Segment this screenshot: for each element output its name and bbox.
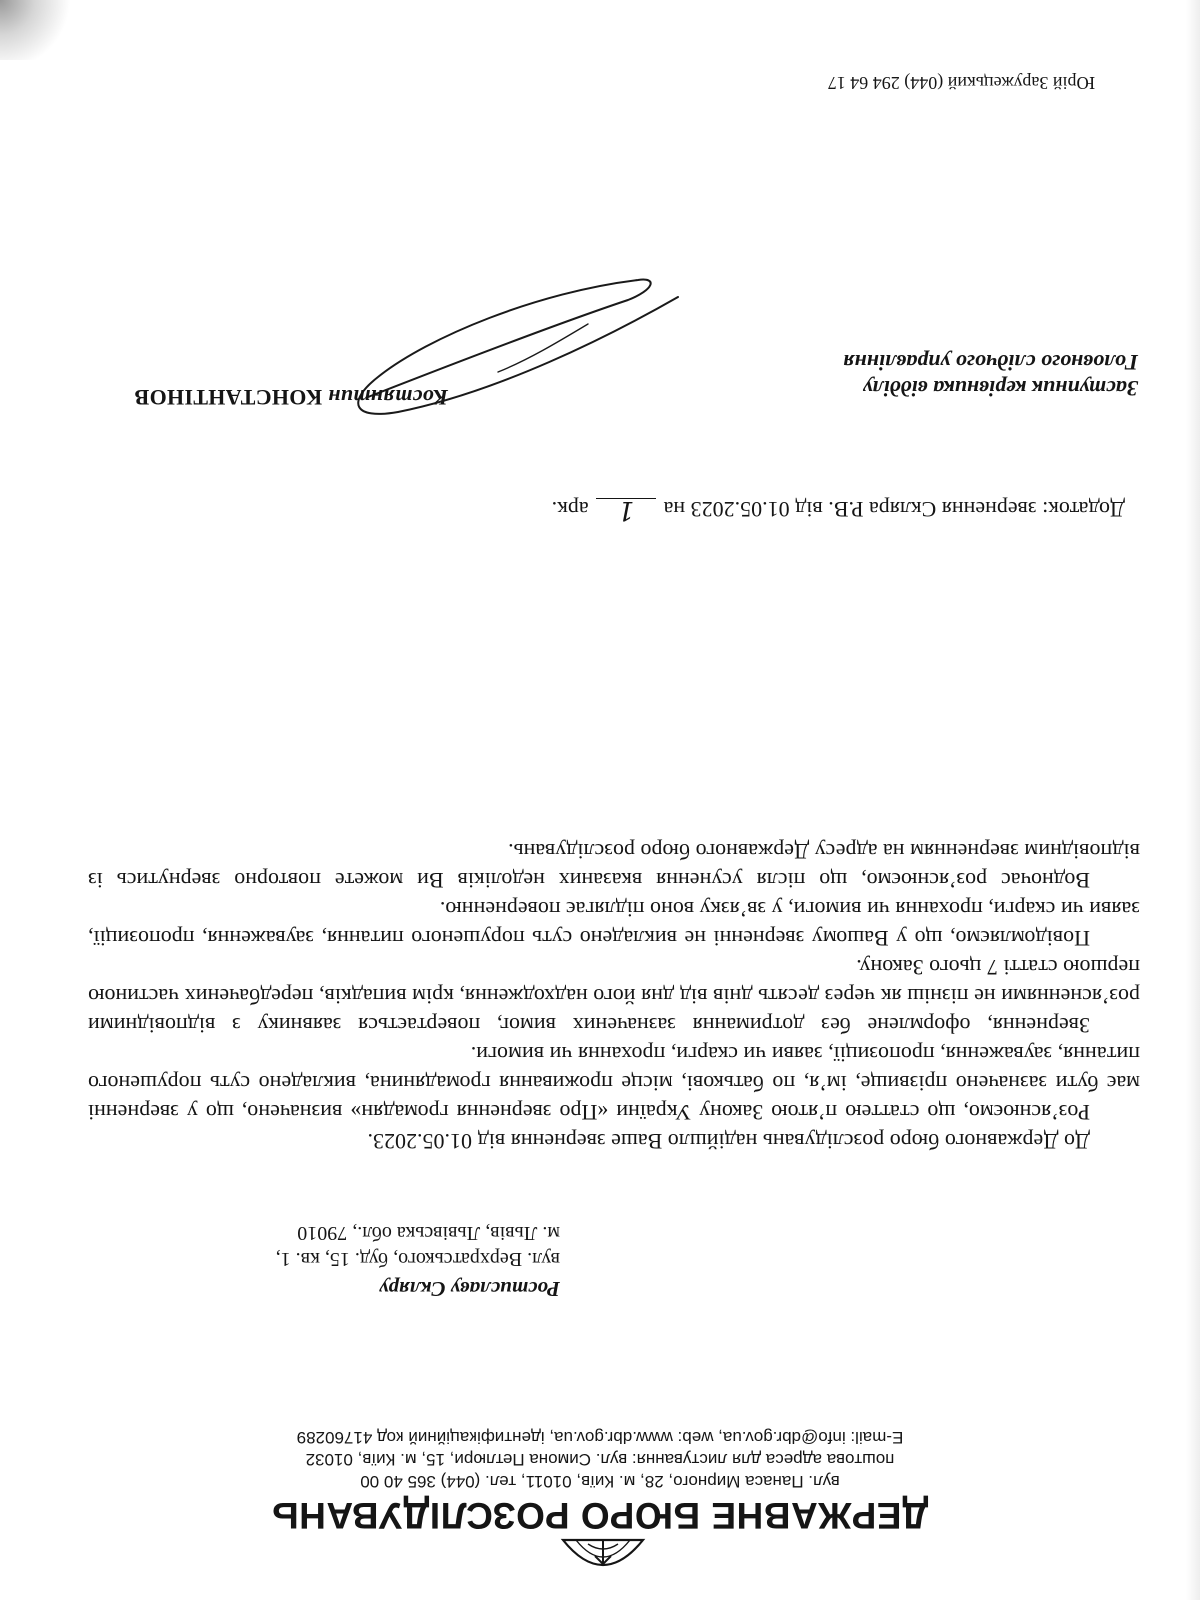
scan-edge-shadow — [1186, 0, 1200, 1600]
agency-name: ДЕРЖАВНЕ БЮРО РОЗСЛІДУВАНЬ — [271, 1495, 929, 1536]
signer-surname: КОНСТАНТІНОВ — [134, 385, 323, 410]
dbr-emblem-icon — [558, 1534, 648, 1580]
signer-given-name: Костянтин — [327, 385, 448, 410]
body-paragraph: Водночас роз’яснюємо, що після усунення вказаних недоліків Ви можете повторно звернутись із відповідним зверненням на адресу Державного бюро розслідувань. — [88, 839, 1140, 893]
body-paragraph: До Державного бюро розслідувань надійшло Ваше звернення від 01.05.2023. — [367, 1129, 1090, 1154]
attachment-sheet-count: 1 — [594, 495, 658, 524]
agency-contacts: E-mail: info@dbr.gov.ua, web: www.dbr.gov.ua, ідентифікаційний код 41760289 — [296, 1428, 904, 1447]
body-paragraph: Звернення, оформлене без дотримання зазначених вимог, повертається заявнику з відповідними роз’ясненнями не пізніш як через десять днів від дня його надходження, крім випадків, передбачених частиною першою статті 7 цього Закону. — [88, 955, 1140, 1038]
body-paragraph: Повідомляємо, що у Вашому зверненні не викладено суть порушеного питання, зауваження, пропозиції, заяви чи скарги, прохання чи вимоги, у зв’язку воно підлягає поверненню. — [88, 897, 1140, 951]
attachment-line — [552, 495, 1125, 524]
executor-contact: Юрій Заружецький (044) 294 64 17 — [827, 73, 1095, 93]
signer-position-line1: Заступник керівника відділу — [862, 376, 1138, 401]
attachment-unit: арк. — [551, 497, 589, 522]
recipient-name: Ростиславу Скляру — [379, 1277, 560, 1301]
letterhead — [230, 1426, 970, 1538]
recipient-block — [140, 1220, 560, 1302]
signature-block — [58, 252, 1138, 432]
signer-name — [134, 384, 448, 410]
attachment-text: Додаток: звернення Скляра Р.В. від 01.05.2023 на — [663, 497, 1125, 522]
recipient-street: вул. Верхратського, буд. 15, кв. 1, — [275, 1248, 560, 1270]
agency-postal-address: поштова адреса для листування: вул. Симона Петлюри, 15, м. Київ, 01032 — [305, 1450, 895, 1469]
body-paragraph: Роз’яснюємо, що статтею п’ятою Закону України «Про звернення громадян» визначено, що у зверненні має бути зазначено прізвище, ім’я, по батькові, місце проживання громадянина, викладено суть порушеного питання, зауваження, пропозиції, заяви чи скарги, прохання чи вимоги. — [88, 1042, 1140, 1125]
agency-address: вул. Панаса Мирного, 28, м. Київ, 01011, тел. (044) 365 40 00 — [360, 1472, 840, 1491]
letter-body — [88, 837, 1140, 1156]
scan-noise — [0, 0, 80, 60]
signer-position-line2: Головного слідчого управління — [843, 350, 1138, 375]
recipient-city: м. Львів, Львівська обл., 79010 — [297, 1222, 560, 1244]
